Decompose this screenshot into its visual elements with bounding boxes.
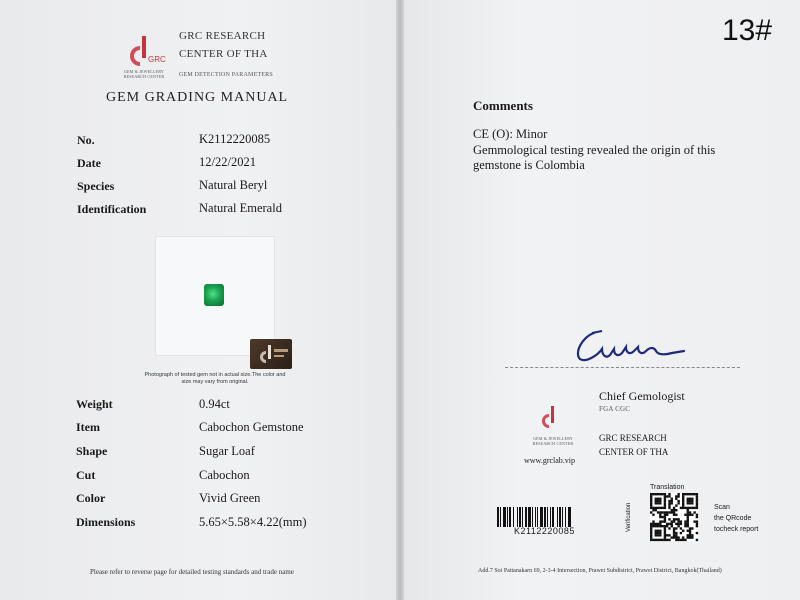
comments-line1: CE (O): Minor xyxy=(473,127,548,141)
left-footer-note: Please refer to reverse page for detailed testing standards and trade name xyxy=(90,568,294,576)
signatory-credentials: FGA CGC xyxy=(599,405,631,413)
photo-caption-line2: size may vary from original. xyxy=(181,379,249,385)
field-value-item: Cabochon Gemstone xyxy=(199,420,304,434)
field-value-dimensions: 5.65×5.58×4.22(mm) xyxy=(199,515,307,529)
translation-label: Translation xyxy=(650,484,685,491)
scan-line2: the QRcode xyxy=(714,515,752,522)
field-value-color: Vivid Green xyxy=(199,491,261,505)
field-value-no: K2112220085 xyxy=(199,132,271,146)
gem-photo xyxy=(204,284,224,306)
field-value-date: 12/22/2021 xyxy=(199,155,256,169)
barcode-icon xyxy=(497,507,610,527)
page-tag: 13# xyxy=(722,14,773,47)
field-label-identification: Identification xyxy=(77,202,147,216)
field-label-no: No. xyxy=(77,133,95,147)
grc-logo-small-icon xyxy=(536,404,566,434)
right-org-line1: GRC RESEARCH xyxy=(599,433,667,443)
right-footer-address: Add.7 Soi Pattanakarn 69, 2-3-4 Intersection, Prawet Subdistrict, Prawet District, Bangkok(Thailand) xyxy=(478,568,722,574)
org-name-line1: GRC RESEARCH xyxy=(179,30,266,42)
field-value-cut: Cabochon xyxy=(199,468,250,482)
field-value-shape: Sugar Loaf xyxy=(199,444,255,458)
field-label-item: Item xyxy=(76,420,100,434)
verification-label: Verification xyxy=(626,502,632,532)
comments-line2: Gemmological testing revealed the origin of this xyxy=(473,143,716,157)
signature-icon xyxy=(572,325,692,365)
field-label-shape: Shape xyxy=(76,444,108,458)
comments-line3: gemstone is Colombia xyxy=(473,158,585,172)
field-label-date: Date xyxy=(77,156,101,170)
field-label-color: Color xyxy=(76,491,106,505)
logo-text: GRC xyxy=(148,55,166,64)
grc-logo-icon xyxy=(122,32,166,72)
org-name-line2: CENTER OF THA xyxy=(179,48,268,60)
field-label-species: Species xyxy=(77,179,115,193)
field-value-identification: Natural Emerald xyxy=(199,201,282,215)
logo-small-caption: GEM & JEWELLERY RESEARCH CENTER xyxy=(532,436,574,446)
qr-code-icon[interactable] xyxy=(650,493,698,541)
field-value-weight: 0.94ct xyxy=(199,397,230,411)
field-label-weight: Weight xyxy=(76,397,113,411)
logo-small-text: GEM & JEWELLERY RESEARCH CENTER xyxy=(123,69,165,79)
signature-line xyxy=(505,367,740,368)
comments-heading: Comments xyxy=(473,98,533,113)
page-title: GEM GRADING MANUAL xyxy=(106,90,289,105)
page-fold xyxy=(396,0,404,600)
field-label-dimensions: Dimensions xyxy=(76,515,136,529)
field-value-species: Natural Beryl xyxy=(199,178,268,192)
website-link[interactable]: www.grclab.vip xyxy=(524,456,576,465)
field-label-cut: Cut xyxy=(76,468,96,482)
security-seal-icon xyxy=(250,339,292,369)
scan-line1: Scan xyxy=(714,504,730,511)
right-org-line2: CENTER OF THA xyxy=(599,447,669,457)
org-subtitle: GEM DETECTION PARAMETERS xyxy=(179,72,273,78)
scan-instructions xyxy=(714,502,758,535)
photo-caption xyxy=(135,372,295,386)
scan-line3: tocheck report xyxy=(714,526,759,533)
barcode-number: K2112220085 xyxy=(514,526,575,536)
signatory-title: Chief Gemologist xyxy=(599,389,685,403)
photo-caption-line1: Photograph of tested gem not in actual size.The color and xyxy=(144,372,286,378)
